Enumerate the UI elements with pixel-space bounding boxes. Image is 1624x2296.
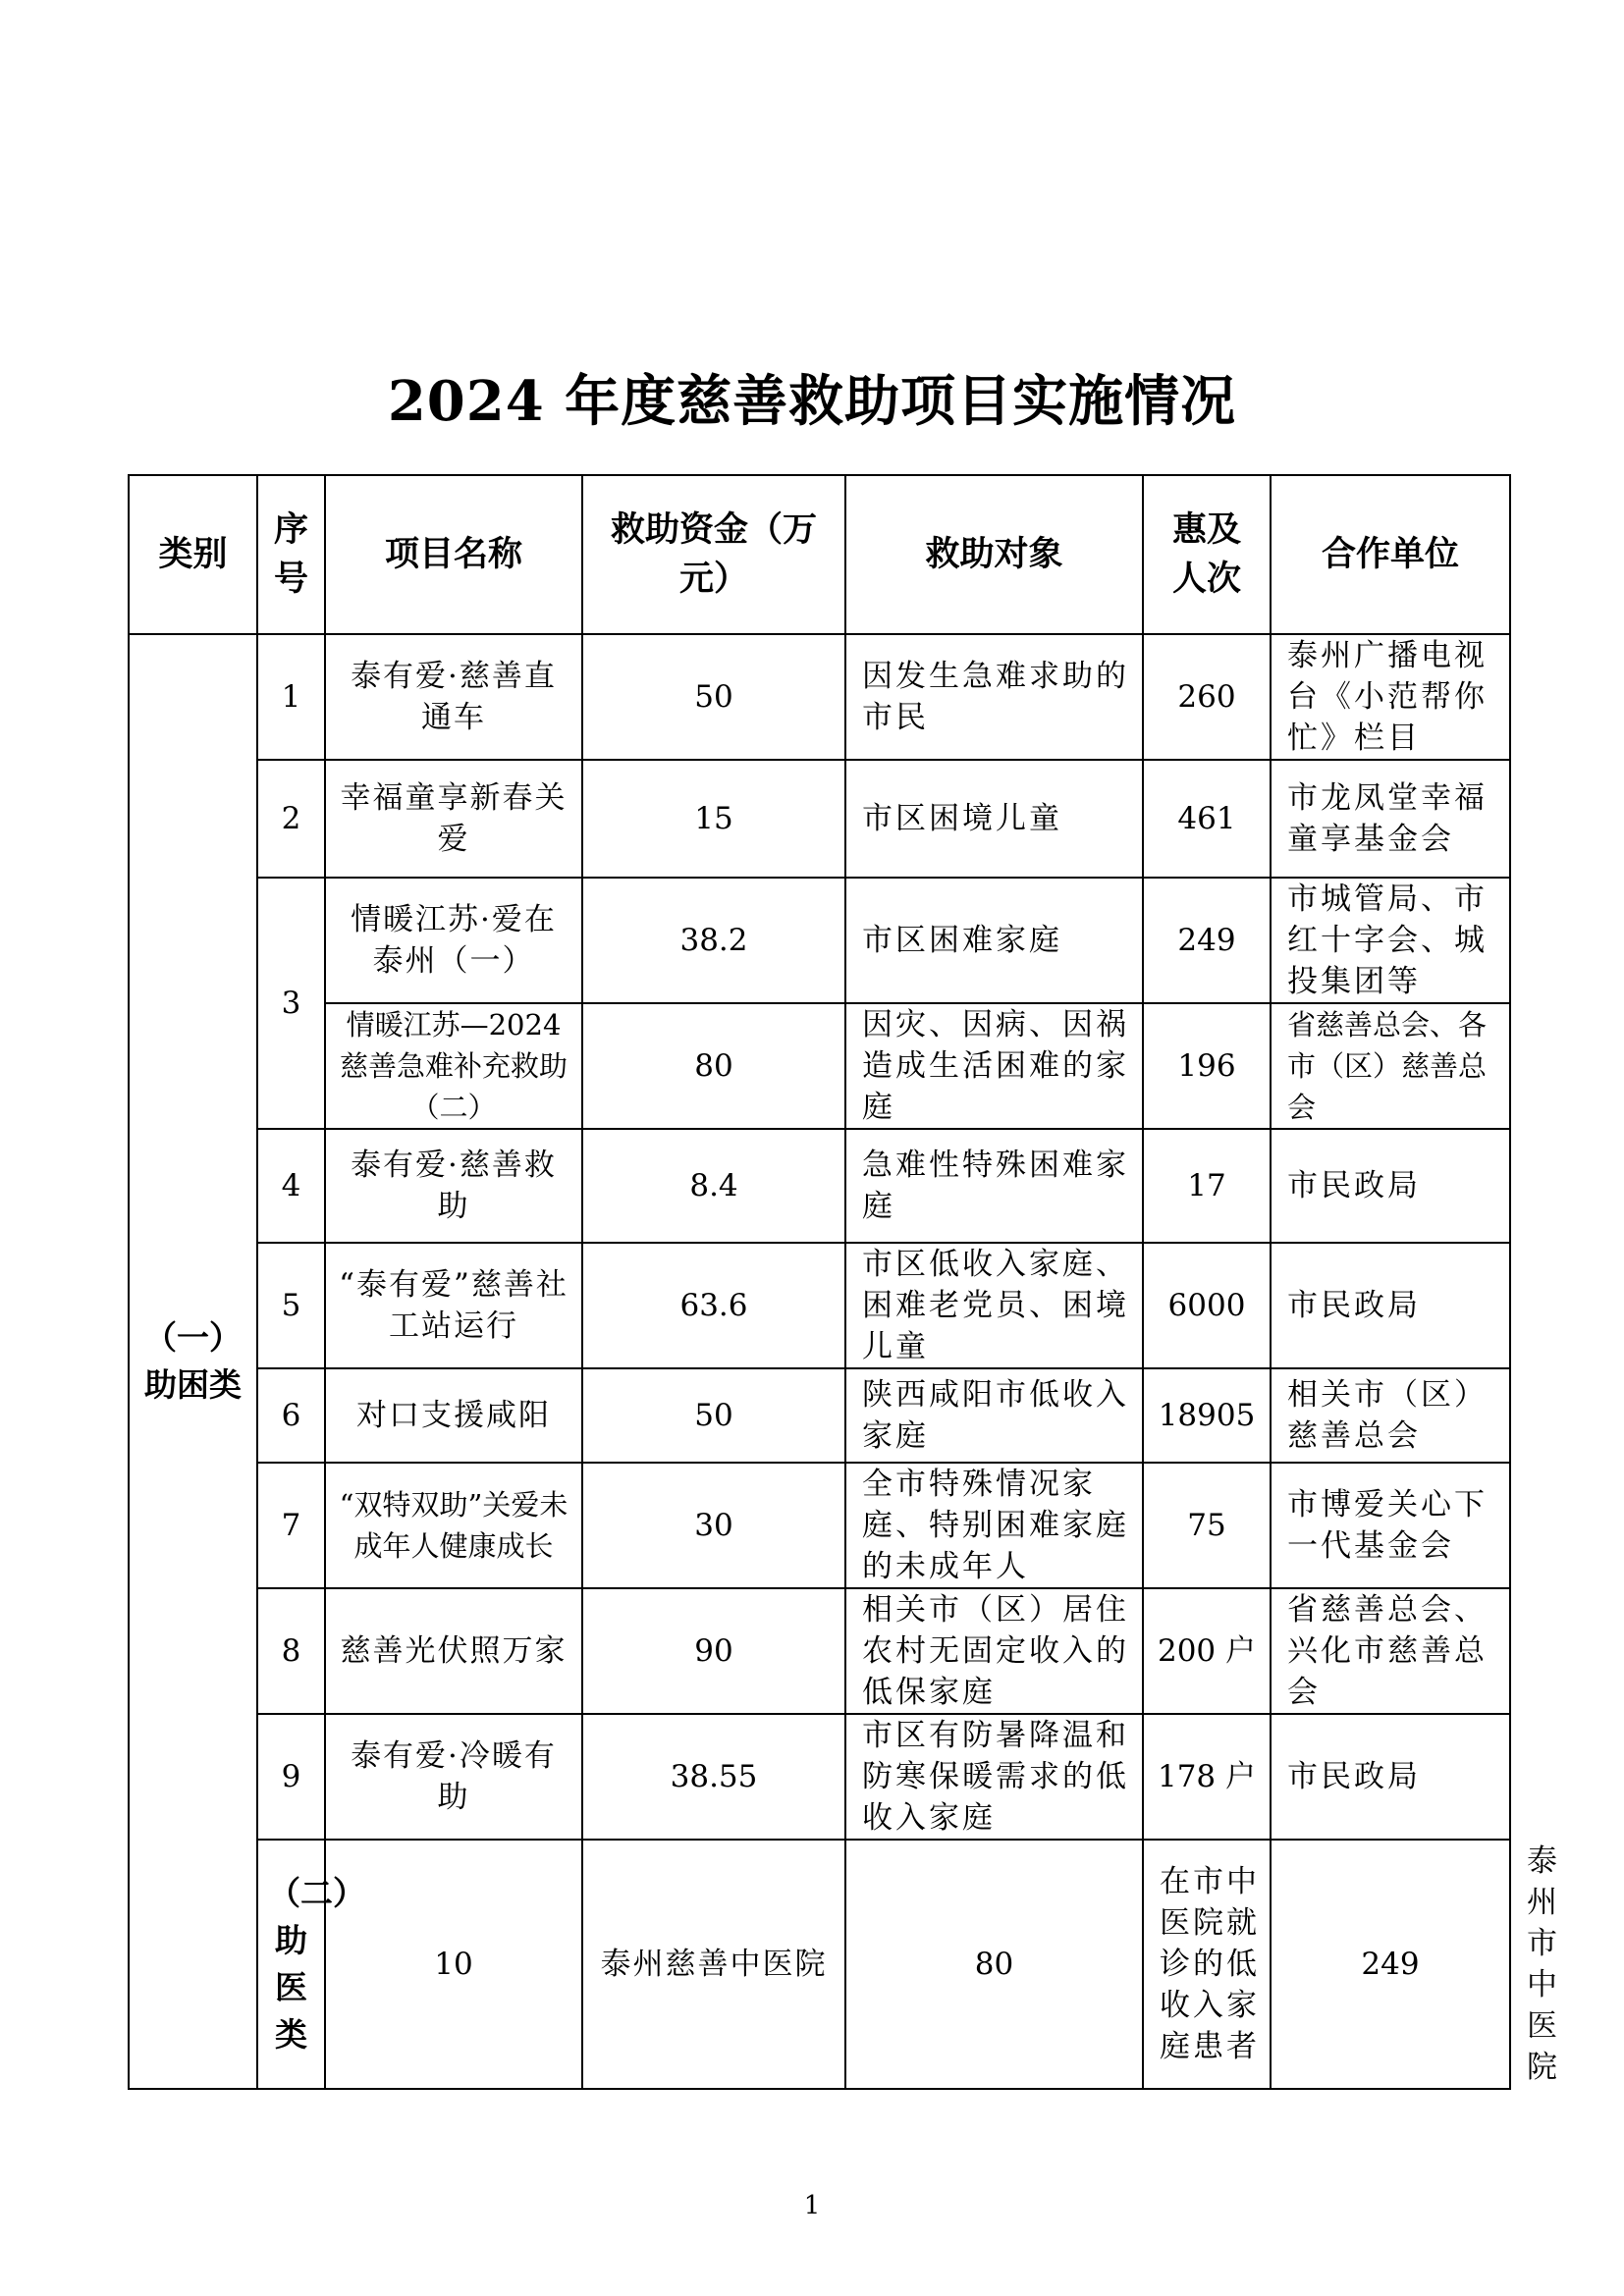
table-row — [129, 1463, 1510, 1588]
table-row: （二）助医类 10 泰州慈善中医院 80 在市中医院就诊的低收入家庭患者 249 泰州市中医院 — [129, 1840, 1510, 2089]
header-name: 项目名称 — [325, 475, 582, 634]
row-target: 急难性特殊困难家庭 — [845, 1129, 1143, 1243]
row-target: 陕西咸阳市低收入家庭 — [845, 1368, 1143, 1463]
row-partner: 市城管局、市红十字会、城投集团等 — [1271, 878, 1510, 1003]
row-funds: 63.6 — [582, 1243, 845, 1368]
row-funds: 50 — [582, 634, 845, 760]
table-row — [129, 1714, 1510, 1840]
row-name: 对口支援咸阳 — [325, 1368, 582, 1463]
row-people: 17 — [1143, 1129, 1271, 1243]
header-category: 类别 — [129, 475, 257, 634]
row-name: 泰有爱·慈善救助 — [325, 1129, 582, 1243]
row-funds: 80 — [582, 1003, 845, 1129]
table-row — [129, 1368, 1510, 1463]
row-partner: 市民政局 — [1271, 1129, 1510, 1243]
row-funds: 90 — [582, 1588, 845, 1714]
row-funds: 8.4 — [582, 1129, 845, 1243]
row-name: 情暖江苏—2024慈善急难补充救助（二） — [325, 1003, 582, 1129]
row-people: 18905 — [1143, 1368, 1271, 1463]
row-people: 249 — [1271, 1840, 1510, 2089]
row-name: 泰有爱·冷暖有助 — [325, 1714, 582, 1840]
row-partner: 相关市（区）慈善总会 — [1271, 1368, 1510, 1463]
row-funds: 38.2 — [582, 878, 845, 1003]
row-partner: 省慈善总会、各市（区）慈善总会 — [1271, 1003, 1510, 1129]
row-target: 在市中医院就诊的低收入家庭患者 — [1143, 1840, 1271, 2089]
row-people: 200 户 — [1143, 1588, 1271, 1714]
row-funds: 30 — [582, 1463, 845, 1588]
row-name: 泰州慈善中医院 — [582, 1840, 845, 2089]
row-name: 泰有爱·慈善直通车 — [325, 634, 582, 760]
row-target: 因灾、因病、因祸造成生活困难的家庭 — [845, 1003, 1143, 1129]
row-people: 6000 — [1143, 1243, 1271, 1368]
row-partner: 泰州广播电视台《小范帮你忙》栏目 — [1271, 634, 1510, 760]
row-no: 9 — [257, 1714, 325, 1840]
row-people: 196 — [1143, 1003, 1271, 1129]
row-partner: 市民政局 — [1271, 1714, 1510, 1840]
row-no: 2 — [257, 760, 325, 878]
header-no: 序号 — [257, 475, 325, 634]
header-people: 惠及人次 — [1143, 475, 1271, 634]
row-name: “双特双助”关爱未成年人健康成长 — [325, 1463, 582, 1588]
row-no: 7 — [257, 1463, 325, 1588]
header-partner: 合作单位 — [1271, 475, 1510, 634]
charity-projects-table — [128, 474, 1560, 2090]
row-target: 市区低收入家庭、困难老党员、困境儿童 — [845, 1243, 1143, 1368]
row-no: 1 — [257, 634, 325, 760]
row-name: “泰有爱”慈善社工站运行 — [325, 1243, 582, 1368]
row-no: 10 — [325, 1840, 582, 2089]
row-target: 全市特殊情况家庭、特别困难家庭的未成年人 — [845, 1463, 1143, 1588]
row-no: 6 — [257, 1368, 325, 1463]
table-row — [129, 1588, 1510, 1714]
row-target: 市区有防暑降温和防寒保暖需求的低收入家庭 — [845, 1714, 1143, 1840]
table-row — [129, 878, 1510, 1003]
header-target: 救助对象 — [845, 475, 1143, 634]
row-name: 慈善光伏照万家 — [325, 1588, 582, 1714]
header-row — [129, 475, 1510, 634]
page-number: 1 — [803, 2191, 821, 2220]
row-target: 市区困难家庭 — [845, 878, 1143, 1003]
row-partner: 市民政局 — [1271, 1243, 1510, 1368]
row-funds: 50 — [582, 1368, 845, 1463]
row-no: 8 — [257, 1588, 325, 1714]
row-people: 260 — [1143, 634, 1271, 760]
row-funds: 80 — [845, 1840, 1143, 2089]
page-title: 2024 年度慈善救助项目实施情况 — [387, 369, 1237, 434]
row-target: 市区困境儿童 — [845, 760, 1143, 878]
row-people: 461 — [1143, 760, 1271, 878]
row-name: 幸福童享新春关爱 — [325, 760, 582, 878]
row-funds: 15 — [582, 760, 845, 878]
row-target: 相关市（区）居住农村无固定收入的低保家庭 — [845, 1588, 1143, 1714]
row-name: 情暖江苏·爱在泰州（一） — [325, 878, 582, 1003]
row-partner: 市博爱关心下一代基金会 — [1271, 1463, 1510, 1588]
category-cell: （二）助医类 — [257, 1840, 325, 2089]
category-cell: （一）助困类 — [129, 634, 257, 2089]
row-no: 4 — [257, 1129, 325, 1243]
table-row — [129, 634, 1510, 760]
row-no: 3 — [257, 878, 325, 1129]
table-row — [129, 1129, 1510, 1243]
row-partner: 省慈善总会、兴化市慈善总会 — [1271, 1588, 1510, 1714]
table-row — [129, 1243, 1510, 1368]
table-row — [129, 1003, 1510, 1129]
row-people: 75 — [1143, 1463, 1271, 1588]
row-partner: 市龙凤堂幸福童享基金会 — [1271, 760, 1510, 878]
row-people: 249 — [1143, 878, 1271, 1003]
table-row — [129, 760, 1510, 878]
header-funds: 救助资金（万元） — [582, 475, 845, 634]
row-people: 178 户 — [1143, 1714, 1271, 1840]
row-funds: 38.55 — [582, 1714, 845, 1840]
row-no: 5 — [257, 1243, 325, 1368]
row-target: 因发生急难求助的市民 — [845, 634, 1143, 760]
